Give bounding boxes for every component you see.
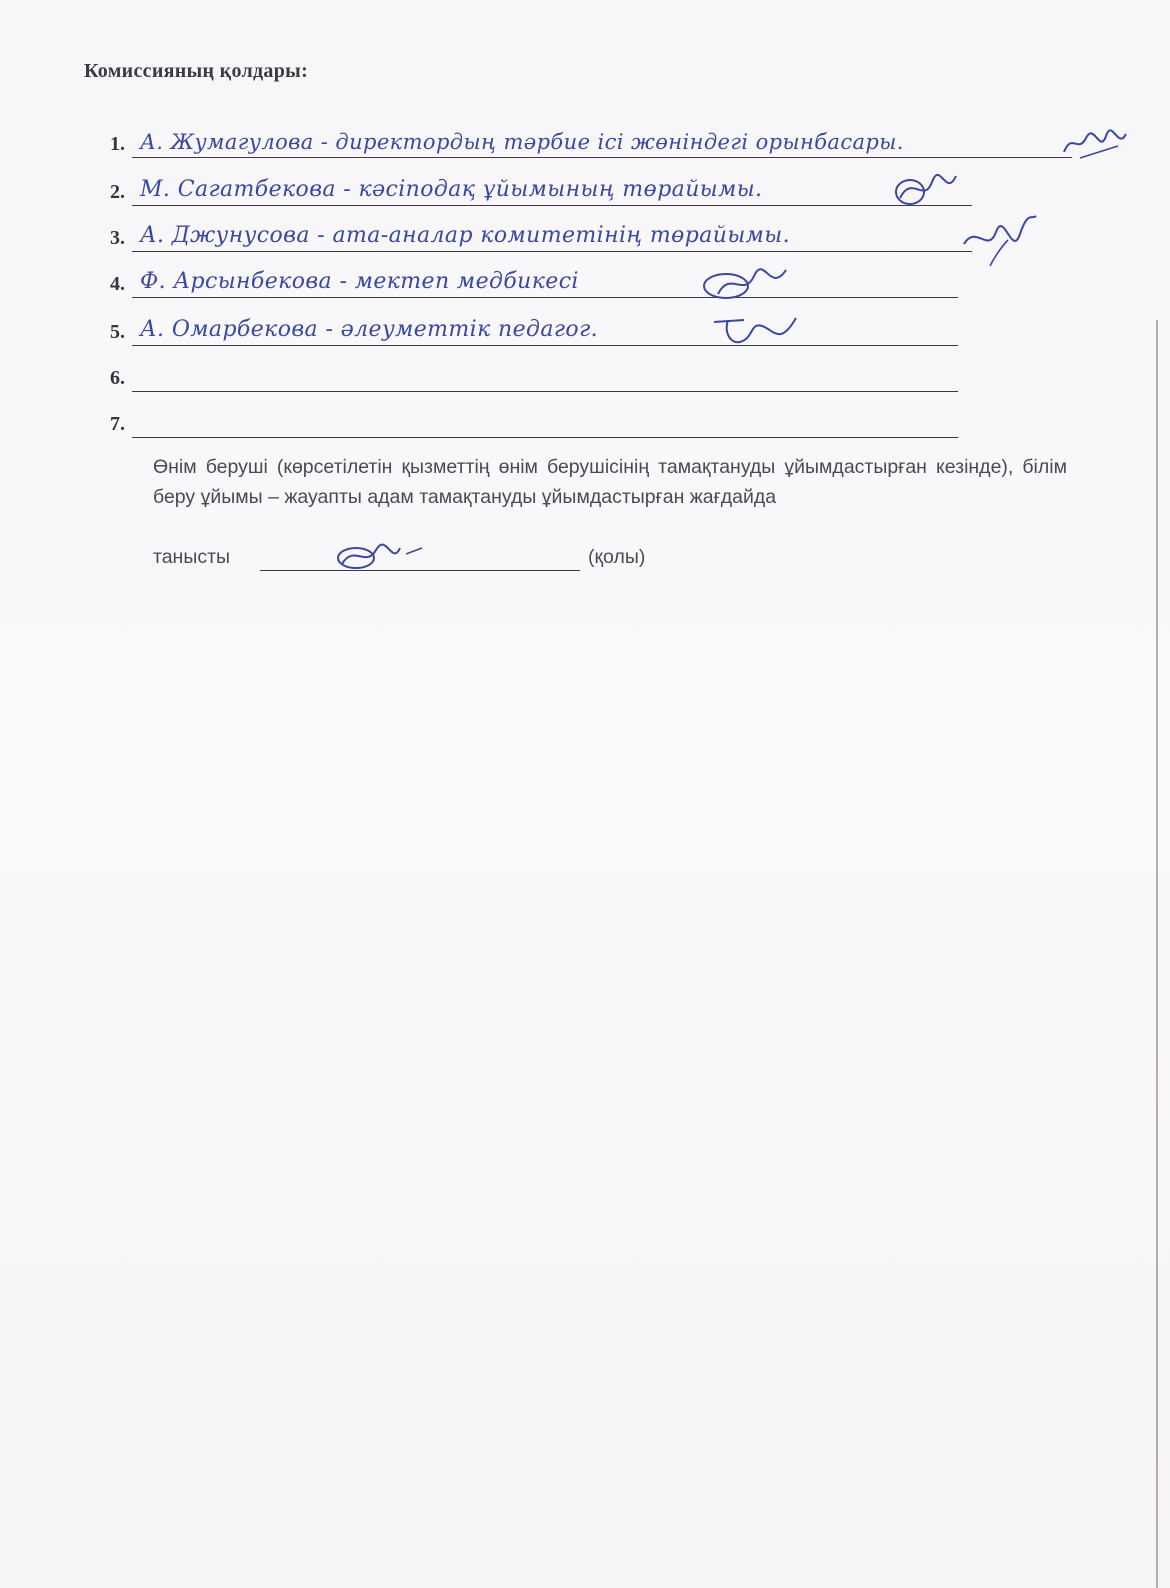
member-row-2 (110, 176, 970, 206)
signature-line (132, 251, 972, 252)
member-number: 2. (110, 181, 125, 203)
handwritten-signature-5 (710, 312, 800, 352)
acknowledged-signature (330, 538, 430, 574)
member-number: 6. (110, 367, 125, 389)
signature-line (132, 157, 1072, 158)
page-edge (1156, 320, 1158, 1588)
member-row-1 (110, 128, 1140, 158)
member-number: 7. (110, 413, 125, 435)
handwritten-signature-3 (960, 214, 1040, 270)
member-entry: М. Сагатбекова - кәсіподақ ұйымының төрайымы. (140, 177, 763, 202)
member-number: 3. (110, 227, 125, 249)
member-entry: А. Джунусова - ата-аналар комитетінің төрайымы. (140, 223, 791, 248)
member-row-7 (110, 408, 970, 438)
acknowledged-label: танысты (153, 546, 231, 568)
signature-line (132, 345, 958, 346)
member-row-5 (110, 316, 970, 346)
member-number: 5. (110, 321, 125, 343)
member-entry: Ф. Арсынбекова - мектеп медбикесі (140, 269, 579, 294)
signature-line (132, 391, 958, 392)
member-row-3 (110, 222, 1040, 252)
member-entry: А. Жумагулова - директордың тәрбие ісі жөніндегі орынбасары. (140, 130, 904, 154)
handwritten-signature-2 (890, 168, 960, 212)
signature-line (132, 297, 958, 298)
member-row-6 (110, 362, 970, 392)
handwritten-signature-4 (700, 264, 790, 304)
commission-signatures-heading: Комиссияның қолдары: (84, 60, 309, 82)
member-row-4 (110, 268, 970, 298)
signature-line (132, 205, 972, 206)
member-entry: А. Омарбекова - әлеуметтік педагог. (140, 317, 598, 342)
supplier-paragraph: Өнім беруші (көрсетілетін қызметтің өнім берушісінің тамақтануды ұйымдастырған кезінде), білім беру ұйымы – жауапты адам тамақтануды ұйымдастырған жағдайда (153, 456, 1067, 508)
signature-line (132, 437, 958, 438)
member-number: 4. (110, 273, 125, 295)
handwritten-signature-1 (1060, 124, 1130, 164)
signature-caption: (қолы) (588, 546, 646, 568)
member-number: 1. (110, 133, 125, 155)
